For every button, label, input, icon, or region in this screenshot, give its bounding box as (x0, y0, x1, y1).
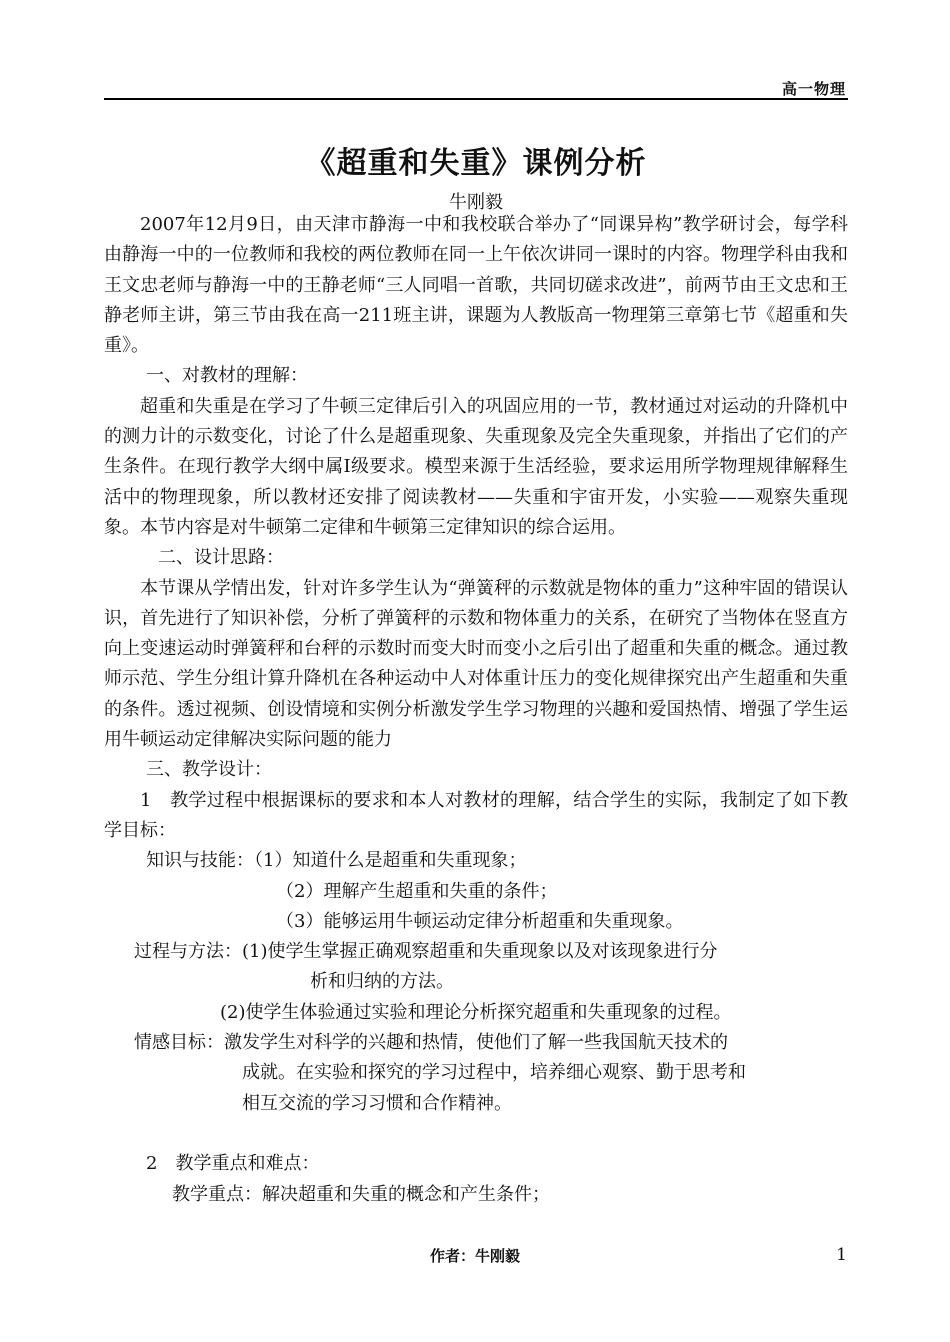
section-body-1: 超重和失重是在学习了牛顿三定律后引入的巩固应用的一节，教材通过对运动的升降机中的测力计的示数变化，讨论了什么是超重现象、失重现象及完全失重现象，并指出了它们的产生条件。在现行教学大纲中属Ⅰ级要求。模型来源于生活经验，要求运用所学物理规律解释生活中的物理现象，所以教材还安排了阅读教材——失重和宇宙开发，小实验——观察失重现象。本节内容是对牛顿第二定律和牛顿第三定律知识的综合运用。 (104, 395, 848, 538)
key-points-heading: 2 教学重点和难点： (146, 1153, 320, 1175)
header-label: 高一物理 (781, 80, 846, 98)
teaching-goals-intro: 1 教学过程中根据课标的要求和本人对教材的理解，结合学生的实际，我制定了如下教学目标： (104, 789, 848, 841)
emotion-goal-line-2: 成就。在实验和探究的学习过程中，培养细心观察、勤于思考和 (242, 1062, 746, 1084)
header-rule (104, 98, 848, 100)
emotion-goal-line-1: 情感目标：激发学生对科学的兴趣和热情，使他们了解一些我国航天技术的 (134, 1032, 728, 1054)
intro-paragraph: 2007年12月9日，由天津市静海一中和我校联合举办了“同课异构”教学研讨会，每学科由静海一中的一位教师和我校的两位教师在同一上午依次讲同一课时的内容。物理学科由我和王文忠老师与静海一中的王静老师“三人同唱一首歌，共同切磋求改进”，前两节由王文忠和王静老师主讲，第三节由我在高一211班主讲，课题为人教版高一物理第三章第七节《超重和失重》。 (104, 214, 848, 357)
process-goal-2: (2)使学生体验通过实验和理论分析探究超重和失重现象的过程。 (220, 1001, 732, 1023)
page-number: 1 (836, 1245, 847, 1265)
document-author: 牛刚毅 (449, 192, 503, 213)
knowledge-goal-3: （3）能够运用牛顿运动定律分析超重和失重现象。 (276, 910, 684, 932)
knowledge-goal-2: （2）理解产生超重和失重的条件； (276, 880, 558, 902)
section-heading-2: 二、设计思路： (158, 547, 284, 569)
key-point-line: 教学重点：解决超重和失重的概念和产生条件； (172, 1183, 550, 1205)
document-body (104, 210, 848, 1210)
section-heading-1: 一、对教材的理解： (146, 365, 308, 387)
process-goal-1-continued: 析和归纳的方法。 (310, 971, 454, 993)
blank-line (104, 1119, 848, 1149)
section-heading-3: 三、教学设计： (146, 759, 272, 781)
emotion-goal-line-3: 相互交流的学习习惯和合作精神。 (242, 1092, 512, 1114)
document-title: 《超重和失重》课例分析 (305, 146, 647, 181)
process-goal-1: 过程与方法：(1)使学生掌握正确观察超重和失重现象以及对该现象进行分 (134, 941, 718, 963)
footer-author: 作者：牛刚毅 (429, 1247, 520, 1265)
knowledge-goal-1: 知识与技能：（1）知道什么是超重和失重现象； (146, 850, 527, 872)
section-body-2: 本节课从学情出发，针对许多学生认为“弹簧秤的示数就是物体的重力”这种牢固的错误认识，首先进行了知识补偿，分析了弹簧秤的示数和物体重力的关系，在研究了当物体在竖直方向上变速运动时弹簧秤和台秤的示数时而变大时而变小之后引出了超重和失重的概念。通过教师示范、学生分组计算升降机在各种运动中人对体重计压力的变化规律探究出产生超重和失重的条件。透过视频、创设情境和实例分析激发学生学习物理的兴趣和爱国热情、增强了学生运用牛顿运动定律解决实际问题的能力 (104, 577, 848, 751)
